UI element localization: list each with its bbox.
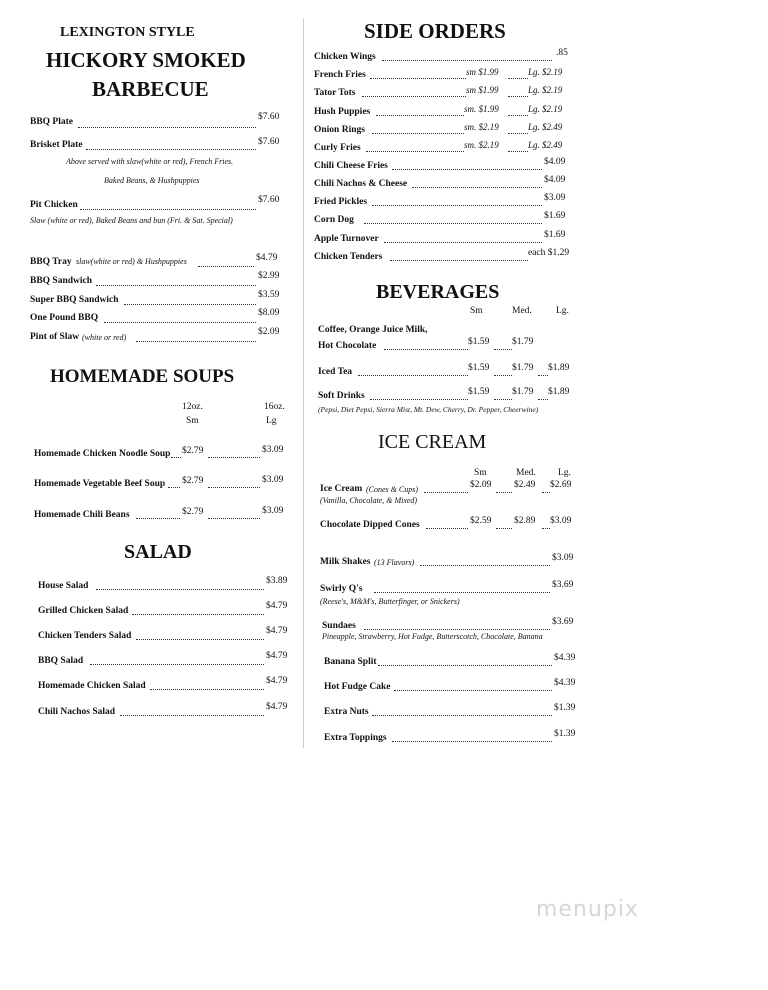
menu-item-name: Onion Rings xyxy=(314,125,365,135)
menu-note: (Vanilla, Chocolate, & Mixed) xyxy=(320,496,418,505)
dot-leader xyxy=(494,375,512,376)
dot-leader xyxy=(78,127,256,128)
menu-item-price: sm. $2.19 xyxy=(464,122,499,132)
menu-item-price: .85 xyxy=(556,48,568,58)
menu-item-price: $3.69 xyxy=(552,617,574,627)
dot-leader xyxy=(124,304,256,305)
menu-item-name: Extra Toppings xyxy=(324,733,387,743)
menu-item-price: $4.09 xyxy=(544,175,566,185)
dot-leader xyxy=(496,528,512,529)
menu-item-name: Homemade Chicken Noodle Soup xyxy=(34,449,171,459)
column-header: Lg. xyxy=(556,306,569,316)
menu-item-name: Swirly Q's xyxy=(320,584,363,594)
menu-item-price: $4.39 xyxy=(554,653,576,663)
dot-leader xyxy=(508,133,528,134)
menu-item-name: Corn Dog xyxy=(314,215,354,225)
dot-leader xyxy=(132,614,264,615)
menu-item-price: sm $1.99 xyxy=(466,67,499,77)
menu-item-price: Lg. $2.19 xyxy=(528,85,563,95)
menu-item-price: $2.79 xyxy=(182,507,204,517)
dot-leader xyxy=(366,151,464,152)
menu-item-name: French Fries xyxy=(314,70,366,80)
column-divider xyxy=(303,18,304,748)
menu-item-price: $4.79 xyxy=(266,601,288,611)
menu-item-price: $3.09 xyxy=(262,445,284,455)
menu-item-name: BBQ Plate xyxy=(30,117,74,127)
menu-item-price: $2.09 xyxy=(470,480,492,490)
menu-item-price: $1.69 xyxy=(544,230,566,240)
menu-item-price: $1.89 xyxy=(548,363,570,373)
menu-item-name: Homemade Chicken Salad xyxy=(38,681,146,691)
dot-leader xyxy=(374,592,550,593)
menu-item-name: Hot Fudge Cake xyxy=(324,682,391,692)
menu-note: (Cones & Cups) xyxy=(366,485,418,494)
column-header: Sm xyxy=(474,468,487,478)
menu-item-price: $7.60 xyxy=(258,112,280,122)
dot-leader xyxy=(372,133,464,134)
menu-item-price: sm. $2.19 xyxy=(464,140,499,150)
menu-item-name: Iced Tea xyxy=(318,367,353,377)
menu-item-price: $3.09 xyxy=(550,516,572,526)
menu-item-name: Tator Tots xyxy=(314,88,356,98)
dot-leader xyxy=(136,639,264,640)
menu-item-price: $3.09 xyxy=(544,193,566,203)
dot-leader xyxy=(384,349,468,350)
dot-leader xyxy=(390,260,528,261)
menu-item-price: $3.59 xyxy=(258,290,280,300)
menu-item-name: Ice Cream xyxy=(320,484,363,494)
menu-note: slaw(white or red) & Hushpuppies xyxy=(76,257,187,266)
menu-item-price: $2.59 xyxy=(470,516,492,526)
menu-item-price: $1.39 xyxy=(554,703,576,713)
dot-leader xyxy=(378,665,552,666)
menu-item-price: Lg. $2.49 xyxy=(528,140,563,150)
column-header: Sm xyxy=(186,416,199,426)
menu-item-name: BBQ Salad xyxy=(38,656,84,666)
section-title-beverages: BEVERAGES xyxy=(376,281,500,303)
menu-note: (white or red) xyxy=(82,333,127,342)
title-hickory: HICKORY SMOKED xyxy=(46,48,246,72)
menu-item-name: Brisket Plate xyxy=(30,140,83,150)
dot-leader xyxy=(136,518,180,519)
menu-item-price: $3.09 xyxy=(262,506,284,516)
menu-item-price: $4.79 xyxy=(256,253,278,263)
menu-item-price: $1.89 xyxy=(548,387,570,397)
menu-item-price: sm $1.99 xyxy=(466,85,499,95)
menu-item-price: $3.69 xyxy=(552,580,574,590)
dot-leader xyxy=(90,664,264,665)
menu-note: (Reese's, M&M's, Butterfinger, or Snickers) xyxy=(320,597,460,606)
dot-leader xyxy=(542,528,550,529)
menu-item-name: Grilled Chicken Salad xyxy=(38,606,129,616)
menu-item-price: each $1.29 xyxy=(528,248,570,258)
dot-leader xyxy=(372,715,552,716)
dot-leader xyxy=(508,78,528,79)
dot-leader xyxy=(508,115,528,116)
dot-leader xyxy=(384,242,542,243)
dot-leader xyxy=(382,60,552,61)
menu-item-name: Chicken Tenders Salad xyxy=(38,631,132,641)
dot-leader xyxy=(150,689,264,690)
column-header: 12oz. xyxy=(182,402,203,412)
column-header: Sm xyxy=(470,306,483,316)
menu-item-price: $4.79 xyxy=(266,676,288,686)
dot-leader xyxy=(494,349,512,350)
dot-leader xyxy=(96,589,264,590)
dot-leader xyxy=(392,169,542,170)
menu-item-name: Chicken Tenders xyxy=(314,252,383,262)
menu-item-price: $1.79 xyxy=(512,337,534,347)
dot-leader xyxy=(171,457,181,458)
dot-leader xyxy=(426,528,468,529)
menu-item-name: Homemade Chili Beans xyxy=(34,510,130,520)
menu-item-price: $1.39 xyxy=(554,729,576,739)
menu-item-name: Super BBQ Sandwich xyxy=(30,295,119,305)
menu-item-name: Chicken Wings xyxy=(314,52,376,62)
menu-item-price: $4.79 xyxy=(266,651,288,661)
menu-item-price: $4.79 xyxy=(266,626,288,636)
menu-item-name: Chili Cheese Fries xyxy=(314,161,388,171)
column-header: 16oz. xyxy=(264,402,285,412)
dot-leader xyxy=(96,285,256,286)
dot-leader xyxy=(538,375,548,376)
menu-item-name: Apple Turnover xyxy=(314,234,379,244)
menu-item-price: $4.39 xyxy=(554,678,576,688)
menu-item-name: Coffee, Orange Juice Milk, xyxy=(318,325,428,335)
menu-item-name: Soft Drinks xyxy=(318,391,365,401)
menu-item-price: $1.69 xyxy=(544,211,566,221)
dot-leader xyxy=(364,629,550,630)
menu-item-price: $3.89 xyxy=(266,576,288,586)
menu-item-price: $1.59 xyxy=(468,337,490,347)
dot-leader xyxy=(208,487,260,488)
dot-leader xyxy=(372,205,542,206)
menu-item-price: $4.79 xyxy=(266,702,288,712)
menu-item-price: $2.79 xyxy=(182,446,204,456)
dot-leader xyxy=(394,690,552,691)
menu-item-price: $2.69 xyxy=(550,480,572,490)
dot-leader xyxy=(392,741,552,742)
menu-item-name: BBQ Sandwich xyxy=(30,276,93,286)
dot-leader xyxy=(508,96,528,97)
menu-item-name: Chili Nachos & Cheese xyxy=(314,179,408,189)
column-header: Med. xyxy=(512,306,532,316)
menu-item-name: Hot Chocolate xyxy=(318,341,377,351)
dot-leader xyxy=(136,341,256,342)
dot-leader xyxy=(208,518,260,519)
menu-item-price: Lg. $2.19 xyxy=(528,104,563,114)
menu-item-name: Homemade Vegetable Beef Soup xyxy=(34,479,166,489)
menu-item-name: Banana Split xyxy=(324,657,377,667)
section-title-ice-cream: ICE CREAM xyxy=(378,431,487,453)
menu-item-price: $2.09 xyxy=(258,327,280,337)
menu-item-name: Chili Nachos Salad xyxy=(38,707,116,717)
dot-leader xyxy=(494,399,512,400)
menu-item-name: BBQ Tray xyxy=(30,257,72,267)
dot-leader xyxy=(120,715,264,716)
menu-item-price: $7.60 xyxy=(258,137,280,147)
column-header: Lg. xyxy=(558,468,571,478)
dot-leader xyxy=(538,399,548,400)
menu-item-price: sm. $1.99 xyxy=(464,104,499,114)
dot-leader xyxy=(424,492,468,493)
dot-leader xyxy=(370,78,466,79)
dot-leader xyxy=(508,151,528,152)
menu-note: Baked Beans, & Hushpuppies xyxy=(104,176,200,185)
column-header: Lg xyxy=(266,416,277,426)
menu-note: Slaw (white or red), Baked Beans and bun (Fri. & Sat. Special) xyxy=(30,216,233,225)
menu-note: Above served with slaw(white or red), French Fries. xyxy=(66,157,234,166)
watermark-logo: menupix xyxy=(536,897,639,922)
menu-item-price: $7.60 xyxy=(258,195,280,205)
column-header: Med. xyxy=(516,468,536,478)
section-title-soups: HOMEMADE SOUPS xyxy=(50,366,235,387)
menu-note: (13 Flavors) xyxy=(374,558,415,567)
menu-item-name: Pint of Slaw xyxy=(30,332,80,342)
dot-leader xyxy=(80,209,256,210)
menu-note: Pineapple, Strawberry, Hot Fudge, Butterscotch, Chocolate, Banana xyxy=(322,632,543,641)
dot-leader xyxy=(86,149,256,150)
menu-item-name: One Pound BBQ xyxy=(30,313,99,323)
menu-item-name: Milk Shakes xyxy=(320,557,371,567)
style-line: LEXINGTON STYLE xyxy=(60,25,195,40)
menu-item-price: $3.09 xyxy=(552,553,574,563)
menu-item-price: $3.09 xyxy=(262,475,284,485)
menu-item-price: $2.89 xyxy=(514,516,536,526)
dot-leader xyxy=(542,492,550,493)
menu-item-price: Lg. $2.49 xyxy=(528,122,563,132)
menu-item-name: House Salad xyxy=(38,581,89,591)
menu-item-name: Hush Puppies xyxy=(314,107,371,117)
section-title-sides: SIDE ORDERS xyxy=(364,19,506,43)
menu-item-name: Curly Fries xyxy=(314,143,361,153)
menu-item-price: $1.79 xyxy=(512,363,534,373)
title-barbecue: BARBECUE xyxy=(92,77,209,101)
dot-leader xyxy=(496,492,512,493)
section-title-salad: SALAD xyxy=(124,541,192,563)
dot-leader xyxy=(358,375,468,376)
menu-item-price: $2.99 xyxy=(258,271,280,281)
menu-item-name: Pit Chicken xyxy=(30,200,78,210)
dot-leader xyxy=(208,457,260,458)
menu-note: (Pepsi, Diet Pepsi, Sierra Mist, Mt. Dew, Cherry, Dr. Pepper, Cheerwine) xyxy=(318,405,539,414)
dot-leader xyxy=(362,96,466,97)
dot-leader xyxy=(104,322,256,323)
dot-leader xyxy=(376,115,464,116)
dot-leader xyxy=(412,187,542,188)
menu-item-price: $2.79 xyxy=(182,476,204,486)
menu-item-name: Sundaes xyxy=(322,621,356,631)
dot-leader xyxy=(420,565,550,566)
menu-item-price: $2.49 xyxy=(514,480,536,490)
dot-leader xyxy=(364,223,542,224)
dot-leader xyxy=(370,399,468,400)
menu-item-price: $1.79 xyxy=(512,387,534,397)
menu-item-price: $8.09 xyxy=(258,308,280,318)
dot-leader xyxy=(168,487,180,488)
menu-item-name: Fried Pickles xyxy=(314,197,368,207)
menu-item-name: Extra Nuts xyxy=(324,707,369,717)
menu-item-price: Lg. $2.19 xyxy=(528,67,563,77)
menu-item-price: $4.09 xyxy=(544,157,566,167)
dot-leader xyxy=(198,266,254,267)
menu-item-price: $1.59 xyxy=(468,363,490,373)
menu-item-price: $1.59 xyxy=(468,387,490,397)
menu-item-name: Chocolate Dipped Cones xyxy=(320,520,420,530)
